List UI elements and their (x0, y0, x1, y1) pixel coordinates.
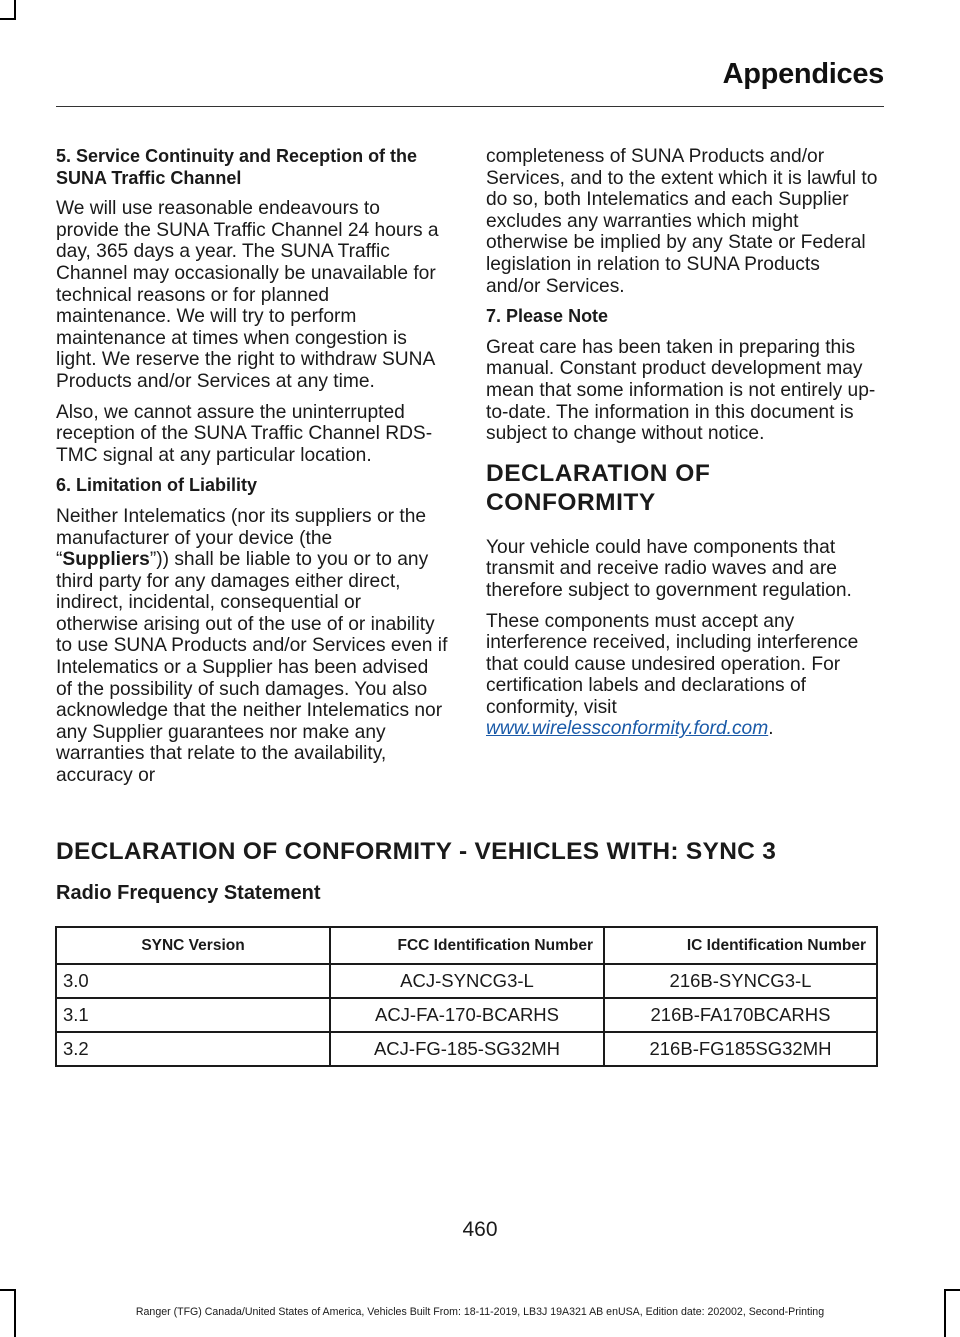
cell-sync-version: 3.2 (56, 1032, 330, 1066)
cell-fcc-id: ACJ-SYNCG3-L (330, 964, 604, 998)
link-period: . (768, 718, 774, 740)
cell-ic-id: 216B-FG185SG32MH (604, 1032, 877, 1066)
declaration-heading-line-2: CONFORMITY (486, 488, 656, 516)
table-header-row (56, 927, 877, 964)
section-7-paragraph: Great care has been taken in preparing this manual. Constant product development may mean that some information is not entirely up-to-date. The information in this document is subject to change without notice. (486, 336, 876, 445)
radio-frequency-subheading: Radio Frequency Statement (56, 882, 321, 904)
page-number: 460 (462, 1218, 498, 1241)
declaration-paragraph-1: Your vehicle could have components that transmit and receive radio waves and are therefore subject to government regulation. (486, 536, 852, 601)
suppliers-term: Suppliers (62, 549, 150, 571)
declaration-paragraph-2 (486, 611, 878, 741)
sync3-conformity-heading: DECLARATION OF CONFORMITY - VEHICLES WITH: SYNC 3 (56, 838, 777, 865)
header-fcc-id: FCC Identification Number (330, 927, 604, 964)
declaration-heading (486, 459, 878, 517)
footer-text: Ranger (TFG) Canada/United States of America, Vehicles Built From: 18-11-2019, LB3J 19A321 AB enUSA, Edition date: 202002, Second-Printing (135, 1306, 825, 1318)
cell-fcc-id: ACJ-FG-185-SG32MH (330, 1032, 604, 1066)
section-6-text-b: ”)) shall be liable to you or to any third party for any damages either direct, indirect, incidental, consequential or otherwise arising out of the use of or inability to use SUNA Products and/or Services even if Intelematics or a Supplier has been advised of the possibility of such damages. You also acknowledge that the neither Intelematics nor any Supplier guarantees nor make any warranties that relate to the availability, accuracy or (56, 549, 448, 787)
declaration-paragraph-2-text: These components must accept any interference received, including interference that could cause undesired operation. For certification labels and declarations of conformity, visit (486, 610, 859, 718)
right-column (486, 146, 878, 749)
crop-mark (0, 18, 16, 20)
section-6-continuation: completeness of SUNA Products and/or Services, and to the extent which it is lawful to do so, both Intelematics and each Supplier excludes any warranties which might otherwise be implied by any State or Federal legislation in relation to SUNA Products and/or Services. (486, 146, 878, 297)
table-row (56, 998, 877, 1032)
crop-mark (14, 0, 16, 18)
header-divider (56, 106, 884, 107)
declaration-heading-line-1: DECLARATION OF (486, 459, 711, 487)
cell-sync-version: 3.0 (56, 964, 330, 998)
section-5-paragraph-1: We will use reasonable endeavours to provide the SUNA Traffic Channel 24 hours a day, 365 days a year. The SUNA Traffic Channel may occasionally be unavailable for technical reasons or for planned maintenance. We will try to perform maintenance at times when congestion is light. We reserve the right to withdraw SUNA Products and/or Services at any time. (56, 198, 439, 392)
table-row (56, 1032, 877, 1066)
page-title: Appendices (722, 58, 884, 90)
section-6-text-a: Neither Intelematics (nor its suppliers or the manufacturer of your device (the “ (56, 505, 427, 571)
radio-frequency-table (55, 926, 878, 1067)
left-column (56, 146, 448, 796)
header-ic-id: IC Identification Number (604, 927, 877, 964)
wireless-conformity-link[interactable]: www.wirelessconformity.ford.com (486, 718, 769, 740)
section-6-paragraph (56, 506, 448, 787)
cell-ic-id: 216B-SYNCG3-L (604, 964, 877, 998)
section-7-heading: 7. Please Note (486, 306, 609, 327)
cell-ic-id: 216B-FA170BCARHS (604, 998, 877, 1032)
table-row (56, 964, 877, 998)
section-5-heading: 5. Service Continuity and Reception of the SUNA Traffic Channel (56, 146, 418, 188)
section-5-paragraph-2: Also, we cannot assure the uninterrupted reception of the SUNA Traffic Channel RDS-TMC signal at any particular location. (56, 401, 433, 466)
cell-sync-version: 3.1 (56, 998, 330, 1032)
cell-fcc-id: ACJ-FA-170-BCARHS (330, 998, 604, 1032)
header-sync-version: SYNC Version (56, 927, 330, 964)
section-6-heading: 6. Limitation of Liability (56, 475, 258, 496)
crop-mark (0, 1289, 16, 1291)
crop-mark (944, 1289, 960, 1291)
